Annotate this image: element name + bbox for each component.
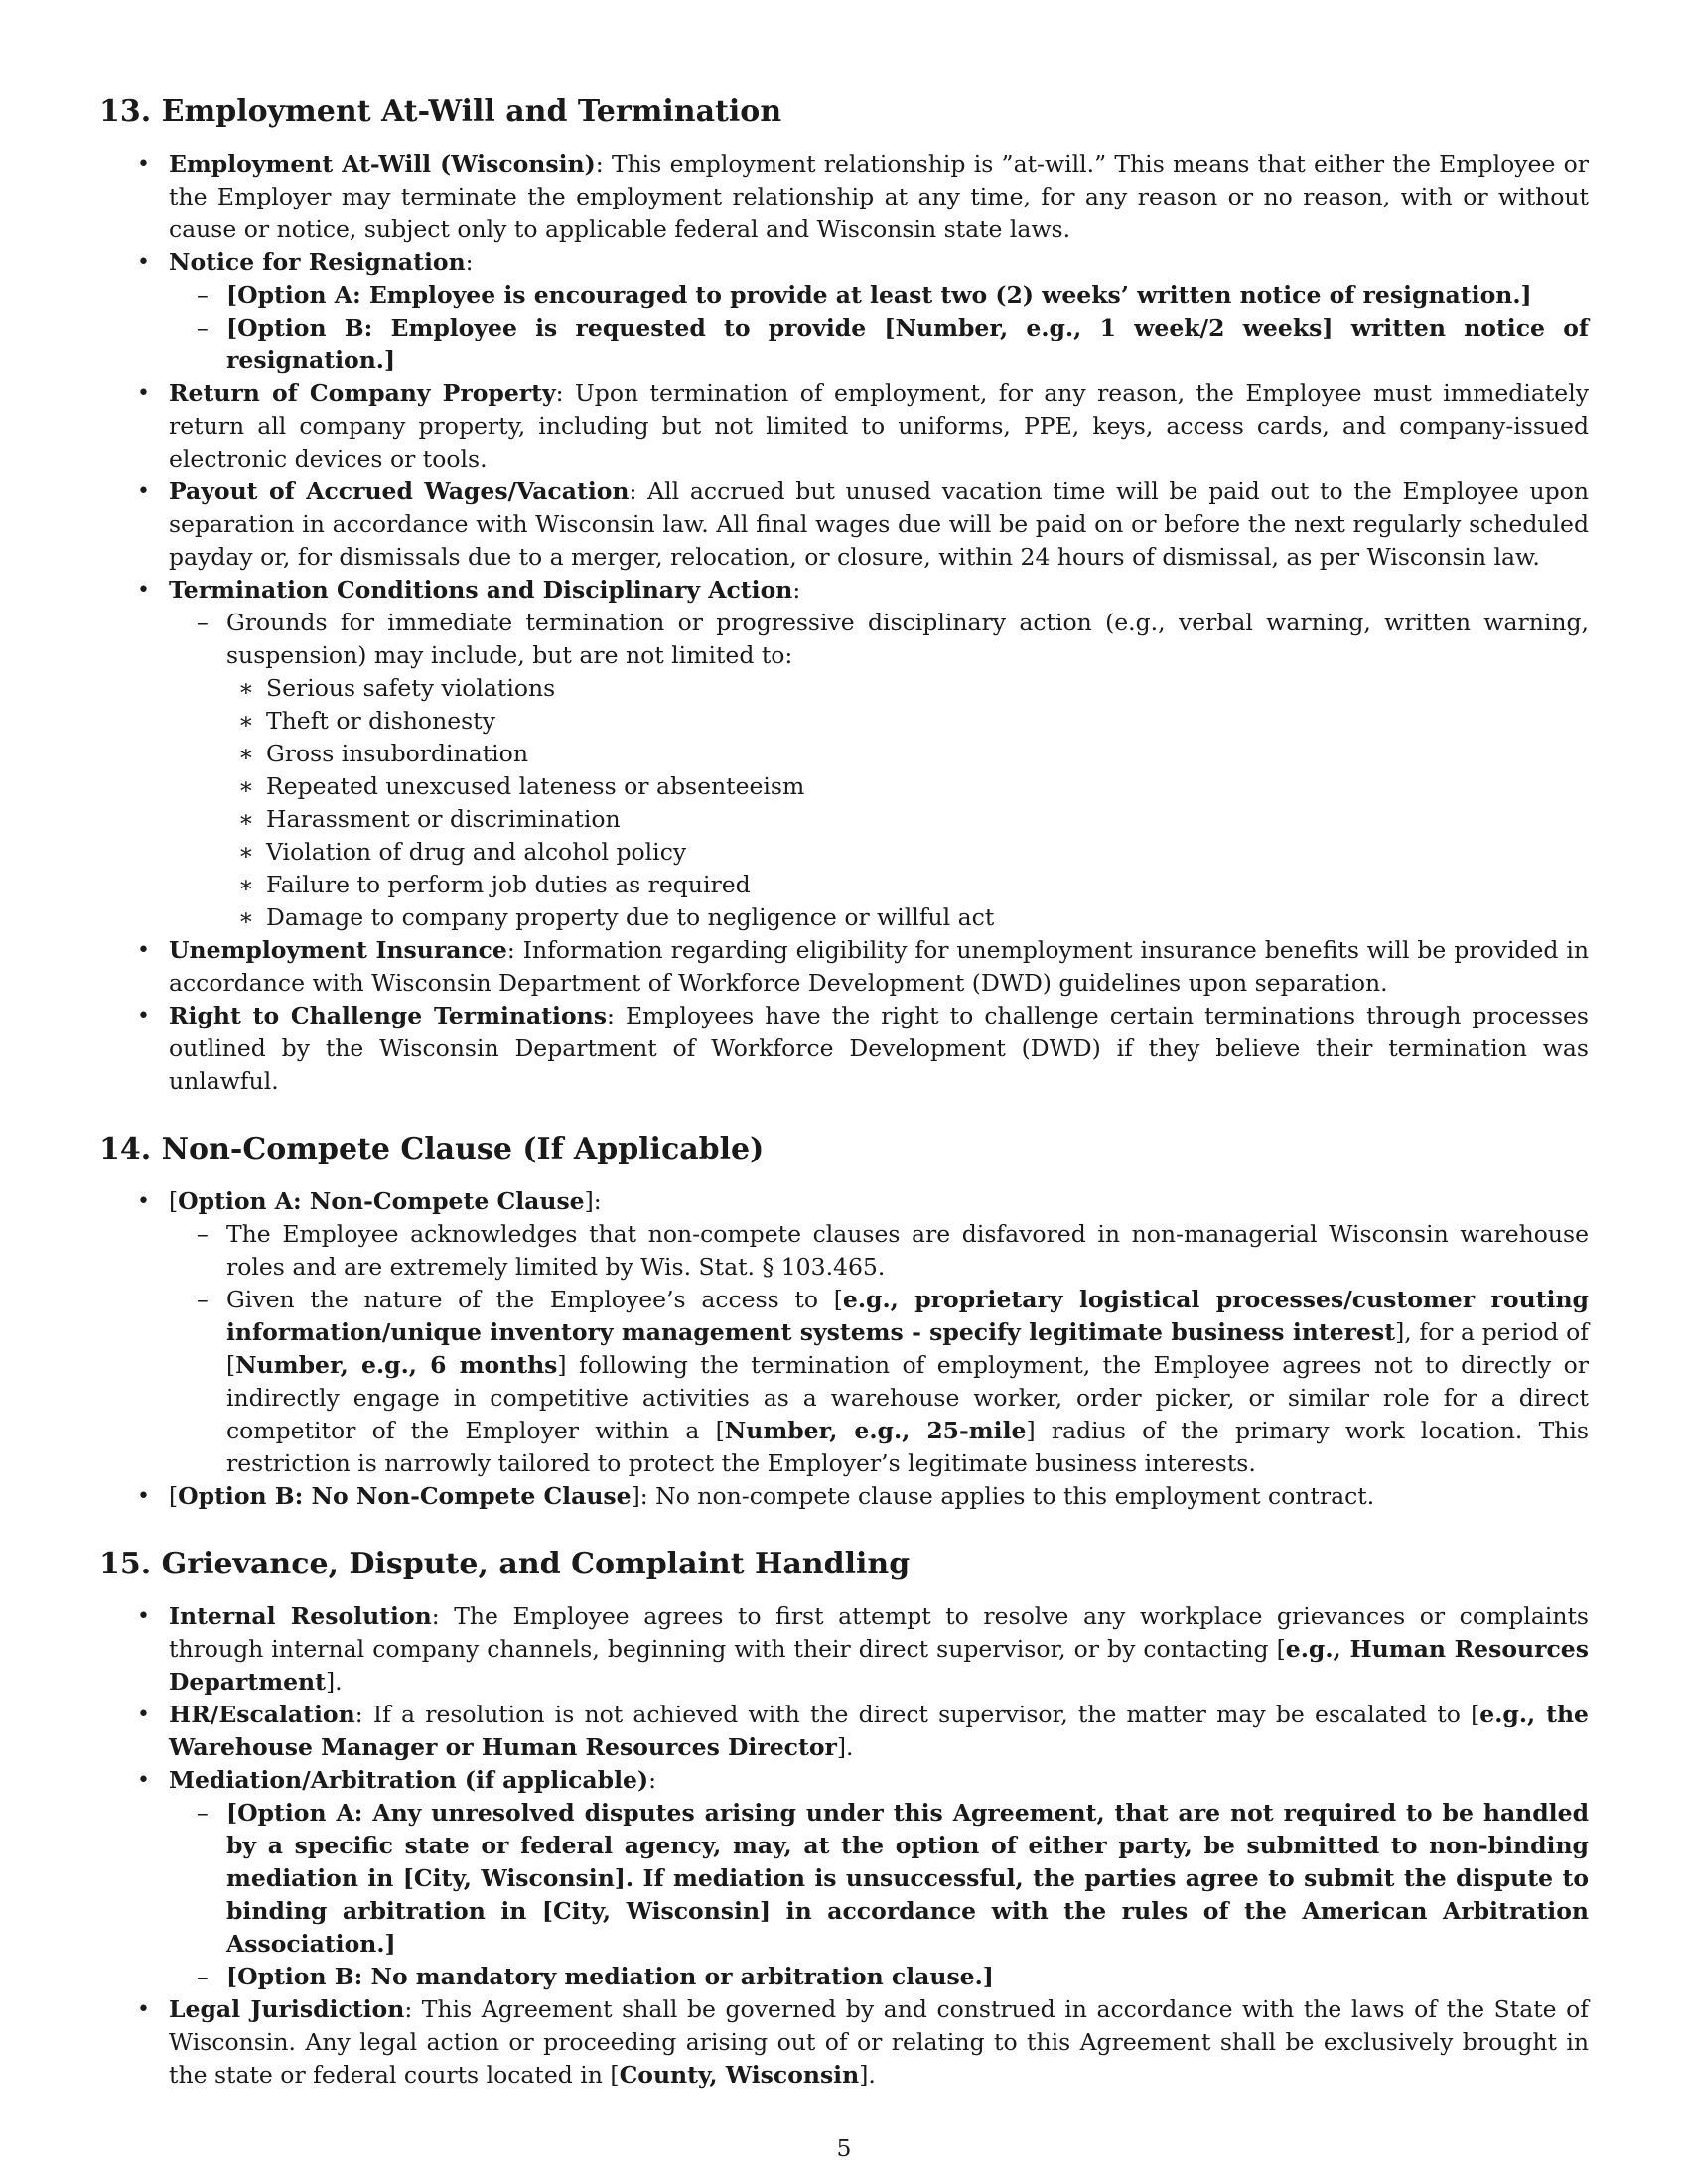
bullet-icon: •	[137, 1604, 150, 1629]
notice-option-b-text: [Option B: Employee is requested to provide [Number, e.g., 1 week/2 weeks] written notice of resignation.]	[226, 314, 1589, 374]
list-item-option-a	[137, 1185, 1589, 1480]
list-item-challenge	[137, 1000, 1589, 1098]
star-icon: ∗	[238, 707, 254, 735]
list-item-property	[137, 377, 1589, 476]
list-item-mediation	[137, 1764, 1589, 1993]
notice-suffix: :	[465, 248, 474, 276]
star-icon: ∗	[238, 772, 254, 800]
section-13-heading: 13. Employment At-Will and Termination	[99, 94, 782, 129]
restriction-text-2: ], for a period of [	[226, 1318, 1589, 1379]
restriction-text-3: ] following the termination of employment, the Employee agrees not to directly or indirectly engage in competitive activities as a warehouse worker, order picker, or similar role for a direct competitor of the Employer within a [	[226, 1351, 1589, 1444]
ground-text: Serious safety violations	[266, 674, 556, 702]
list-item	[238, 738, 1589, 770]
bullet-icon: •	[137, 1703, 150, 1727]
bullet-icon: •	[137, 1484, 150, 1509]
property-text: : Upon termination of employment, for any reason, the Employee must immediately return all company property, including but not limited to uniforms, PPE, keys, access cards, and company-issued electronic devices or tools.	[169, 379, 1589, 473]
section-13-list	[99, 148, 1589, 1098]
bullet-icon: •	[137, 1189, 150, 1214]
ground-text: Gross insubordination	[266, 740, 528, 767]
star-icon: ∗	[238, 740, 254, 767]
bullet-icon: •	[137, 152, 150, 177]
bracket-open: [	[169, 1187, 179, 1215]
internal-close: ].	[325, 1668, 343, 1696]
section-13	[99, 94, 1589, 1098]
bullet-icon: •	[137, 578, 150, 603]
dash-icon: –	[197, 1963, 209, 1990]
notice-label: Notice for Resignation	[169, 248, 466, 276]
mediation-options	[169, 1797, 1589, 1993]
grounds-text: Grounds for immediate termination or progressive disciplinary action (e.g., verbal warning, written warning, suspension) may include, but are not limited to:	[226, 609, 1589, 669]
section-15	[99, 1547, 1589, 2092]
restriction-placeholder-radius: Number, e.g., 25-mile	[724, 1417, 1027, 1444]
option-b-text: ]: No non-compete clause applies to this employment contract.	[631, 1482, 1375, 1510]
restriction-placeholder-period: Number, e.g., 6 months	[235, 1351, 558, 1379]
acknowledgement-text: The Employee acknowledges that non-compete clauses are disfavored in non-managerial Wisconsin warehouse roles and are extremely limited by Wis. Stat. § 103.465.	[226, 1220, 1589, 1281]
jurisdiction-label: Legal Jurisdiction	[169, 1995, 405, 2023]
bracket-open: [	[169, 1482, 179, 1510]
ground-text: Harassment or discrimination	[266, 805, 621, 833]
challenge-text: : Employees have the right to challenge certain terminations through processes outlined by the Wisconsin Department of Workforce Development (DWD) if they believe their termination was unlawful.	[169, 1002, 1589, 1095]
star-icon: ∗	[238, 674, 254, 702]
internal-label: Internal Resolution	[169, 1602, 432, 1630]
dash-icon: –	[197, 1799, 209, 1827]
section-15-list	[99, 1600, 1589, 2092]
list-item-hr	[137, 1699, 1589, 1764]
star-icon: ∗	[238, 838, 254, 866]
list-item	[238, 869, 1589, 901]
list-item	[238, 705, 1589, 738]
jurisdiction-text: : This Agreement shall be governed by and construed in accordance with the laws of the State of Wisconsin. Any legal action or proceeding arising out of or relating to this Agreement shall be exclusively brought in the state or federal courts located in [	[169, 1995, 1589, 2089]
list-item	[238, 803, 1589, 836]
bullet-icon: •	[137, 1768, 150, 1793]
payout-label: Payout of Accrued Wages/Vacation	[169, 478, 630, 505]
hr-label: HR/Escalation	[169, 1701, 355, 1728]
hr-text: : If a resolution is not achieved with the direct supervisor, the matter may be escalated to [	[354, 1701, 1480, 1728]
unemployment-text: : Information regarding eligibility for unemployment insurance benefits will be provided in accordance with Wisconsin Department of Workforce Development (DWD) guidelines upon separation.	[169, 936, 1590, 997]
dash-icon: –	[197, 1286, 209, 1313]
property-label: Return of Company Property	[169, 379, 556, 407]
list-item	[238, 836, 1589, 869]
dash-icon: –	[197, 609, 209, 636]
list-item	[238, 770, 1589, 803]
option-a-sublist	[169, 1218, 1589, 1480]
section-14	[99, 1132, 1589, 1513]
mediation-option-b	[197, 1961, 1589, 1993]
notice-option-b	[197, 312, 1589, 377]
star-icon: ∗	[238, 805, 254, 833]
internal-placeholder: e.g., Human Resources Department	[169, 1635, 1589, 1696]
notice-options	[169, 279, 1589, 377]
list-item	[238, 901, 1589, 934]
ground-text: Damage to company property due to negligence or willful act	[266, 903, 995, 931]
internal-text: : The Employee agrees to first attempt to resolve any workplace grievances or complaints through internal company channels, beginning with their direct supervisor, or by contacting [	[169, 1602, 1589, 1663]
ground-text: Repeated unexcused lateness or absenteeism	[266, 772, 805, 800]
restriction-placeholder-interest: e.g., proprietary logistical processes/customer routing information/unique inventory management systems - specify legitimate business interest	[226, 1286, 1589, 1346]
grounds-item	[197, 607, 1589, 934]
list-item-option-b	[137, 1480, 1589, 1513]
section-14-heading: 14. Non-Compete Clause (If Applicable)	[99, 1132, 765, 1166]
mediation-suffix: :	[648, 1766, 657, 1794]
payout-text: : All accrued but unused vacation time will be paid out to the Employee upon separation in accordance with Wisconsin law. All final wages due will be paid on or before the next regularly scheduled payday or, for dismissals due to a merger, relocation, or closure, within 24 hours of dismissal, as per Wisconsin law.	[169, 478, 1589, 571]
challenge-label: Right to Challenge Terminations	[169, 1002, 607, 1029]
acknowledgement-item	[197, 1218, 1589, 1284]
star-icon: ∗	[238, 871, 254, 898]
conditions-sublist	[169, 607, 1589, 934]
conditions-suffix: :	[792, 576, 801, 604]
bullet-icon: •	[137, 381, 150, 406]
dash-icon: –	[197, 281, 209, 309]
at-will-label: Employment At-Will (Wisconsin)	[169, 150, 596, 178]
mediation-option-a	[197, 1797, 1589, 1961]
notice-option-a	[197, 279, 1589, 312]
page-number: 5	[836, 2134, 852, 2162]
list-item	[238, 672, 1589, 705]
list-item-unemployment	[137, 934, 1590, 1000]
restriction-text-1: Given the nature of the Employee’s access to [	[226, 1286, 843, 1313]
mediation-option-a-text: [Option A: Any unresolved disputes arising under this Agreement, that are not required to be handled by a specific state or federal agency, may, at the option of either party, be submitted to non-binding mediation in [City, Wisconsin]. If mediation is unsuccessful, the parties agree to submit the dispute to binding arbitration in [City, Wisconsin] in accordance with the rules of the American Arbitration Association.]	[226, 1799, 1589, 1958]
bracket-close: ]:	[584, 1187, 602, 1215]
list-item-conditions	[137, 574, 1589, 934]
hr-placeholder: e.g., the Warehouse Manager or Human Resources Director	[169, 1701, 1589, 1761]
list-item-payout	[137, 476, 1589, 574]
section-15-heading: 15. Grievance, Dispute, and Complaint Handling	[99, 1547, 911, 1581]
star-icon: ∗	[238, 903, 254, 931]
list-item-notice	[137, 246, 1589, 377]
jurisdiction-close: ].	[859, 2061, 876, 2089]
conditions-label: Termination Conditions and Disciplinary Action	[169, 576, 793, 604]
list-item-jurisdiction	[137, 1993, 1589, 2092]
unemployment-label: Unemployment Insurance	[169, 936, 507, 964]
ground-text: Failure to perform job duties as required	[266, 871, 751, 898]
dash-icon: –	[197, 1220, 209, 1248]
restriction-item	[197, 1284, 1589, 1480]
bullet-icon: •	[137, 1004, 150, 1028]
jurisdiction-placeholder: County, Wisconsin	[619, 2061, 860, 2089]
restriction-text-4: ] radius of the primary work location. This restriction is narrowly tailored to protect the Employer’s legitimate business interests.	[226, 1417, 1589, 1477]
bullet-icon: •	[137, 938, 150, 963]
ground-text: Theft or dishonesty	[266, 707, 495, 735]
notice-option-a-text: [Option A: Employee is encouraged to provide at least two (2) weeks’ written notice of resignation.]	[226, 281, 1532, 309]
bullet-icon: •	[137, 479, 150, 504]
dash-icon: –	[197, 314, 209, 341]
mediation-label: Mediation/Arbitration (if applicable)	[169, 1766, 649, 1794]
bullet-icon: •	[137, 250, 150, 275]
list-item-at-will	[137, 148, 1589, 246]
option-b-label: Option B: No Non-Compete Clause	[178, 1482, 632, 1510]
mediation-option-b-text: [Option B: No mandatory mediation or arbitration clause.]	[226, 1963, 994, 1990]
grounds-list	[226, 672, 1589, 934]
option-a-label: Option A: Non-Compete Clause	[178, 1187, 585, 1215]
section-14-list	[99, 1185, 1589, 1513]
list-item-internal	[137, 1600, 1589, 1699]
ground-text: Violation of drug and alcohol policy	[266, 838, 687, 866]
bullet-icon: •	[137, 1997, 150, 2022]
document-page	[99, 94, 1589, 2125]
at-will-text: : This employment relationship is ”at-will.” This means that either the Employee or the Employer may terminate the employment relationship at any time, for any reason or no reason, with or without cause or notice, subject only to applicable federal and Wisconsin state laws.	[169, 150, 1589, 243]
hr-close: ].	[836, 1733, 854, 1761]
